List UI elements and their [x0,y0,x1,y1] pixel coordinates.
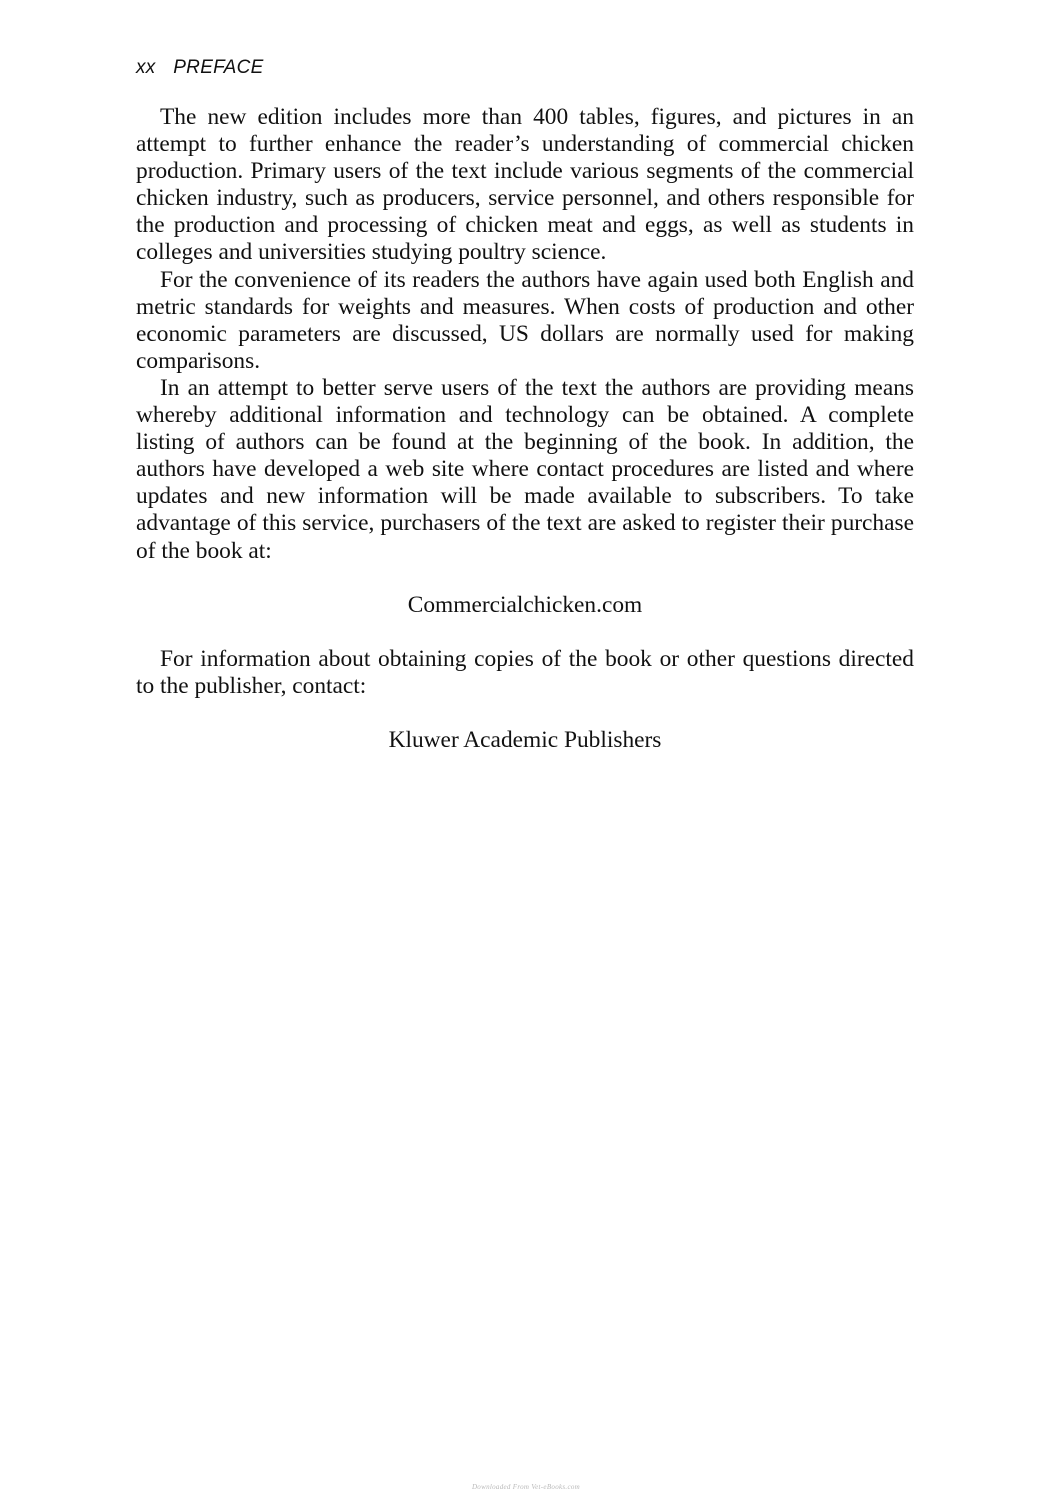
website-address: Commercialchicken.com [407,591,643,618]
paragraph-website: In an attempt to better serve users of the text the authors are providing means whereby additional information and technology can be obtained. A complete listing of authors can be found at the beginning of the book. In addition, the authors have developed a web site where contact procedures are listed and where updates and new information will be made available to subscribers. To take advantage of this service, purchasers of the text are asked to register their purchase of the book at: [136,374,914,564]
body-text [136,104,914,754]
paragraph-new-edition: The new edition includes more than 400 tables, figures, and pictures in an attempt to further enhance the reader’s understanding of commercial chicken production. Primary users of the text include various segments of the commercial chicken industry, such as producers, service personnel, and others responsible for the production and processing of chicken meat and eggs, as well as students in colleges and universities studying poultry science. [136,104,914,266]
paragraph-contact: For information about obtaining copies of the book or other questions directed to the publisher, contact: [136,645,914,699]
spacer [136,565,914,592]
paragraph-units: For the convenience of its readers the authors have again used both English and metric standards for weights and measures. When costs of production and other economic parameters are discussed, US dollars are normally used for making comparisons. [136,266,914,374]
section-title: PREFACE [173,57,264,78]
footer-watermark: Downloaded From Vet-eBooks.com [471,1483,581,1491]
spacer [136,619,914,646]
publisher-name: Kluwer Academic Publishers [388,726,662,753]
spacer [136,700,914,727]
page-number: xx [136,57,156,78]
running-head [136,57,264,79]
